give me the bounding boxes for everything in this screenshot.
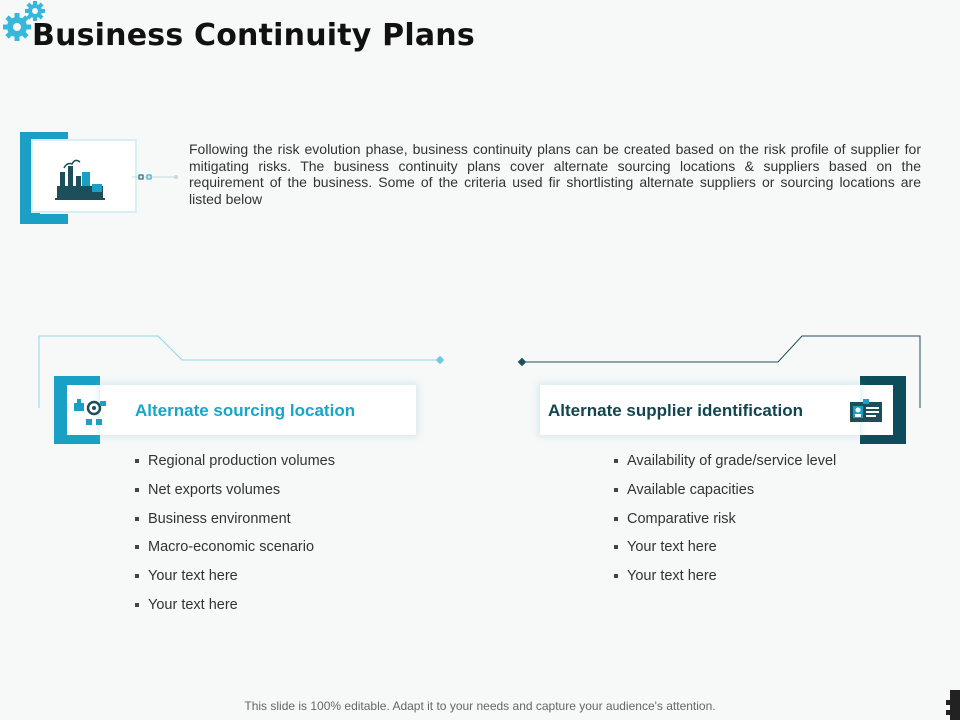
list-item: Your text here: [614, 539, 836, 568]
factory-icon: [20, 132, 160, 224]
list-item: Available capacities: [614, 482, 836, 511]
list-item: Net exports volumes: [135, 482, 335, 511]
page-title: Business Continuity Plans: [32, 18, 475, 53]
list-item: Your text here: [614, 568, 836, 597]
list-item: Comparative risk: [614, 511, 836, 540]
list-item: Regional production volumes: [135, 453, 335, 482]
list-item: Business environment: [135, 511, 335, 540]
list-item: Availability of grade/service level: [614, 453, 836, 482]
id-card-icon: [849, 399, 883, 423]
list-item: Macro-economic scenario: [135, 539, 335, 568]
supply-chain-icon: [72, 395, 108, 427]
left-card: [100, 385, 416, 435]
right-card-title: Alternate supplier identification: [548, 401, 804, 420]
right-card: [540, 385, 860, 435]
right-bullet-list: [614, 453, 836, 597]
intro-paragraph: Following the risk evolution phase, business continuity plans can be created based on the risk profile of supplier for mitigating risks. The business continuity plans cover alternate sourcing locations & suppliers based on the requirement of the business. Some of the criteria used fir shortlisting alternate suppliers or sourcing locations are listed below: [189, 141, 921, 207]
corner-gear-icon: [944, 690, 960, 720]
list-item: Your text here: [135, 568, 335, 597]
left-bullet-list: [135, 453, 335, 626]
list-item: Your text here: [135, 597, 335, 626]
footer-note: This slide is 100% editable. Adapt it to your needs and capture your audience's attention.: [244, 699, 716, 713]
left-card-title: Alternate sourcing location: [135, 401, 356, 420]
intro-icon-frame: [20, 132, 160, 224]
